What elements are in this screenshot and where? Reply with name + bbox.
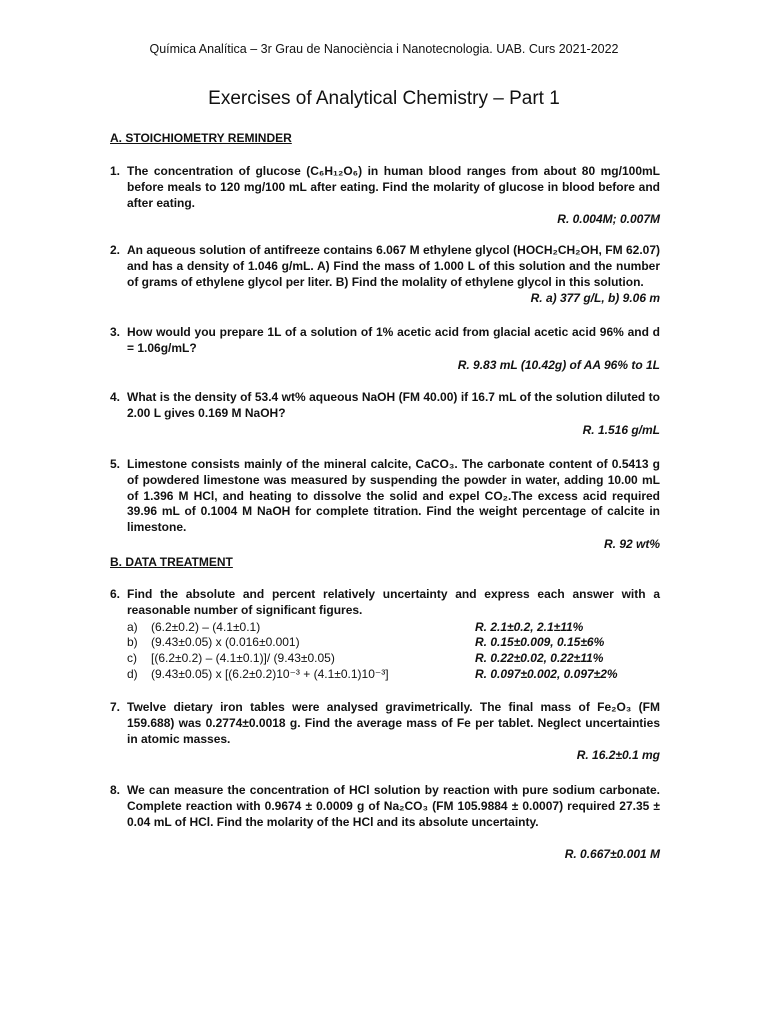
sub-item-expression: [(6.2±0.2) – (4.1±0.1)]/ (9.43±0.05) [151, 651, 335, 666]
exercise-3 [110, 325, 660, 373]
course-header: Química Analítica – 3r Grau de Nanociència i Nanotecnologia. UAB. Curs 2021-2022 [149, 42, 619, 56]
exercise-text: Limestone consists mainly of the mineral calcite, CaCO₃. The carbonate content of 0.5413 g of powdered limestone was measured by suspending the powder in water, adding 10.00 mL of 1.396 M HCl, and heating to dissolve the solid and expel CO₂.The excess acid required 39.96 mL of 0.1004 M NaOH for complete titration. Find the weight percentage of calcite in limestone. [127, 457, 660, 535]
sub-item [127, 620, 660, 636]
sub-item [127, 667, 660, 683]
section-a-heading: A. STOICHIOMETRY REMINDER [110, 131, 292, 145]
sub-item-expression: (9.43±0.05) x (0.016±0.001) [151, 635, 300, 650]
exercise-text: Find the absolute and percent relatively uncertainty and express each answer with a reasonable number of significant figures. [127, 587, 660, 617]
exercise-text: What is the density of 53.4 wt% aqueous NaOH (FM 40.00) if 16.7 mL of the solution diluted to 2.00 L gives 0.169 M NaOH? [127, 390, 660, 420]
sub-item-expression: (9.43±0.05) x [(6.2±0.2)10⁻³ + (4.1±0.1)10⁻³] [151, 666, 389, 681]
exercise-answer: R. 0.667±0.001 M [564, 847, 660, 862]
exercise-number: 3. [110, 325, 121, 339]
exercise-8 [110, 783, 660, 863]
page-title: Exercises of Analytical Chemistry – Part 1 [208, 88, 560, 109]
exercise-answer: R. 16.2±0.1 mg [576, 748, 660, 763]
exercise-answer: R. a) 377 g/L, b) 9.06 m [530, 291, 660, 306]
exercise-text: How would you prepare 1L of a solution of 1% acetic acid from glacial acetic acid 96% and d = 1.06g/mL? [127, 325, 660, 355]
exercise-answer: R. 92 wt% [603, 536, 660, 551]
exercise-7 [110, 700, 660, 764]
exercise-text: Twelve dietary iron tables were analysed gravimetrically. The final mass of Fe₂O₃ (FM 159.688) was 0.2774±0.0018 g. Find the average mass of Fe per tablet. Neglect uncertainties in atomic masses. [127, 700, 660, 746]
exercise-number: 6. [110, 587, 121, 601]
exercise-number: 4. [110, 390, 121, 404]
exercise-text: The concentration of glucose (C₆H₁₂O₆) in human blood ranges from about 80 mg/100mL before meals to 120 mg/100 mL after eating. Find the molarity of glucose in blood before and after eating. [127, 164, 660, 210]
exercise-number: 8. [110, 783, 121, 797]
sub-item-letter: b) [127, 635, 138, 650]
exercise-answer: R. 1.516 g/mL [582, 422, 660, 437]
sub-item-list [127, 620, 660, 683]
sub-item-letter: a) [127, 619, 138, 634]
exercise-text: We can measure the concentration of HCl solution by reaction with pure sodium carbonate. Complete reaction with 0.9674 ± 0.0009 g of Na₂CO₃ (FM 105.9884 ± 0.0007) required 27.35 ± 0.04 mL of HCl. Find the molarity of the HCl and its absolute uncertainty. [127, 783, 660, 829]
sub-item-letter: c) [127, 651, 137, 666]
sub-item-letter: d) [127, 666, 138, 681]
sub-item [127, 635, 660, 651]
exercise-2 [110, 243, 660, 307]
sub-item [127, 651, 660, 667]
exercise-1 [110, 164, 660, 228]
exercise-number: 5. [110, 457, 121, 471]
sub-item-expression: (6.2±0.2) – (4.1±0.1) [151, 619, 261, 634]
exercise-4 [110, 390, 660, 438]
exercise-answer: R. 9.83 mL (10.42g) of AA 96% to 1L [457, 357, 660, 372]
exercise-5 [110, 457, 660, 553]
exercise-6 [110, 587, 660, 683]
sub-item-answer: R. 2.1±0.2, 2.1±11% [475, 619, 584, 634]
section-b-heading: B. DATA TREATMENT [110, 555, 233, 569]
sub-item-answer: R. 0.15±0.009, 0.15±6% [475, 635, 605, 650]
exercise-text: An aqueous solution of antifreeze contains 6.067 M ethylene glycol (HOCH₂CH₂OH, FM 62.07) and has a density of 1.046 g/mL. A) Find the mass of 1.000 L of this solution and the number of grams of ethylene glycol per liter. B) Find the molality of ethylene glycol in this solution. [127, 243, 660, 289]
exercise-number: 1. [110, 164, 121, 178]
exercise-number: 2. [110, 243, 121, 257]
sub-item-answer: R. 0.097±0.002, 0.097±2% [475, 666, 618, 681]
sub-item-answer: R. 0.22±0.02, 0.22±11% [475, 651, 604, 666]
exercise-answer: R. 0.004M; 0.007M [557, 212, 660, 227]
exercise-number: 7. [110, 700, 121, 714]
